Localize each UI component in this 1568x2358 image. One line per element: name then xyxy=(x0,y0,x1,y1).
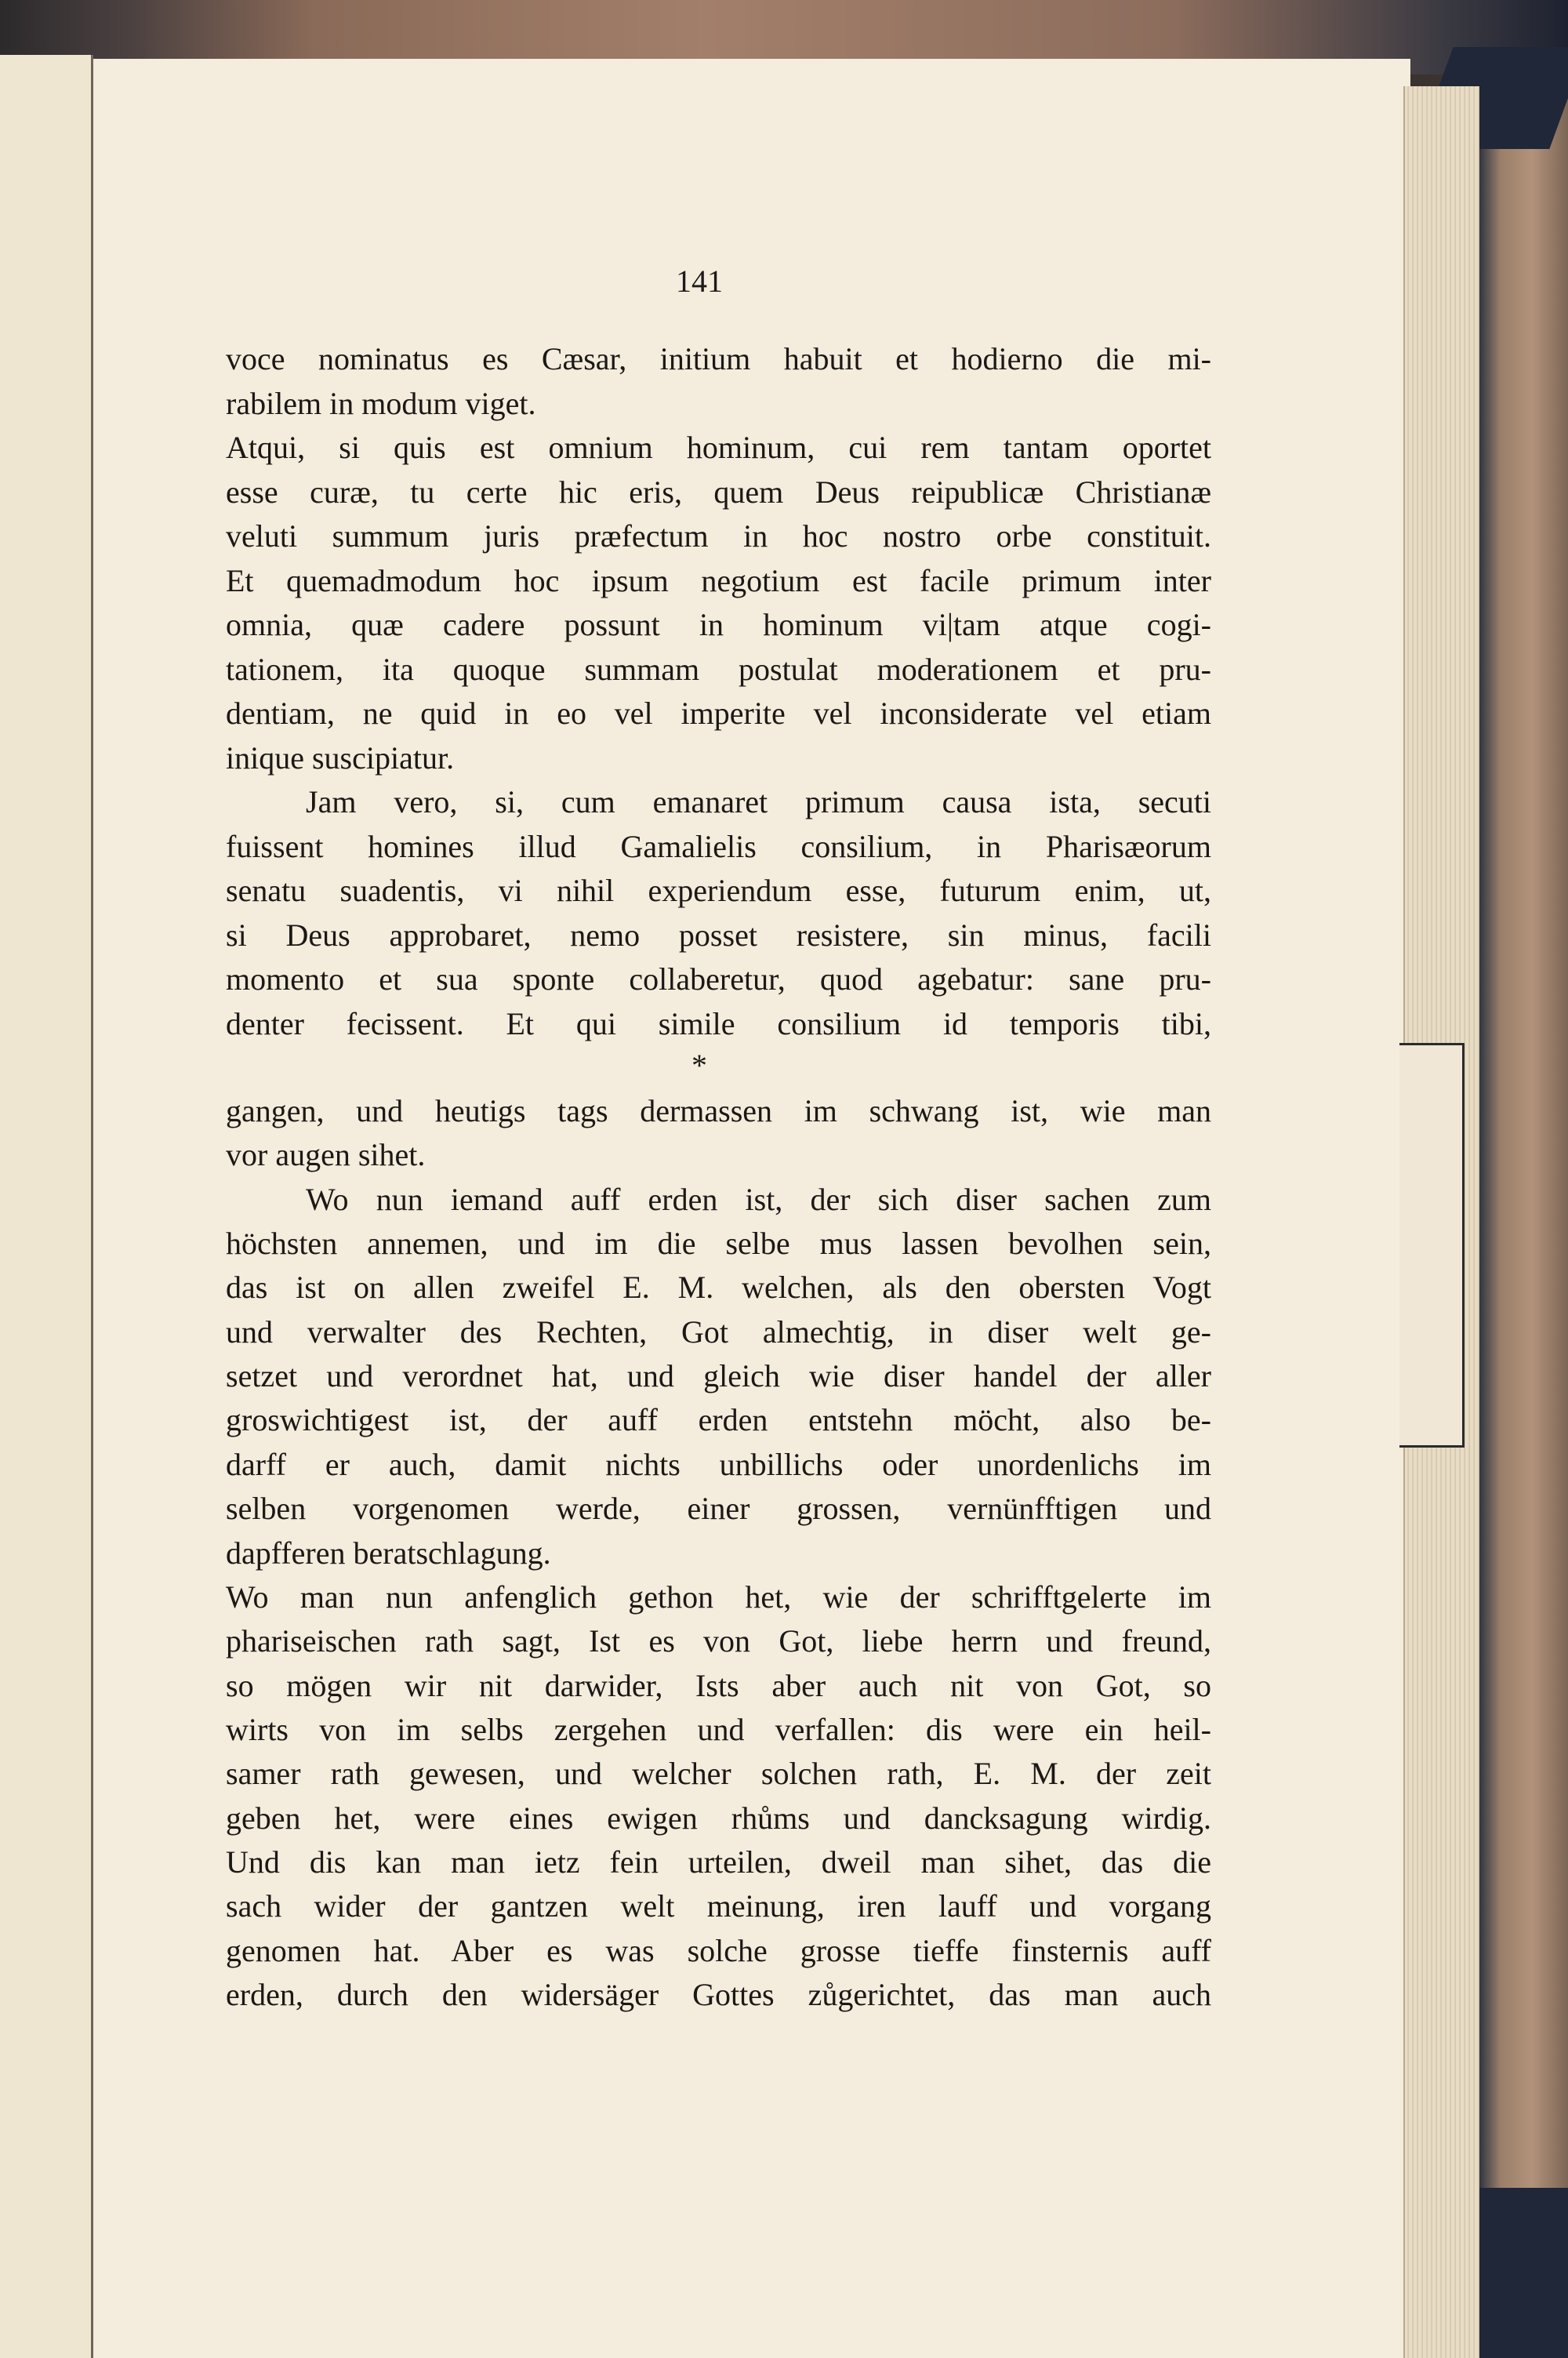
text-line: geben het, were eines ewigen rhůms und dancksagung wirdig. xyxy=(226,1800,1211,1836)
text-line: omnia, quæ cadere possunt in hominum vi|tam atque cogi- xyxy=(226,607,1211,642)
text-line: genomen hat. Aber es was solche grosse tieffe finsternis auff xyxy=(226,1932,1211,1968)
text-line: phariseischen rath sagt, Ist es von Got, liebe herrn und freund, xyxy=(226,1623,1211,1659)
text-line: tationem, ita quoque summam postulat moderationem et pru- xyxy=(226,651,1211,687)
text-line: groswichtigest ist, der auff erden entstehn möcht, also be- xyxy=(226,1402,1211,1438)
text-line: wirts von im selbs zergehen und verfallen: dis were ein heil- xyxy=(226,1711,1211,1747)
text-line: Wo nun iemand auff erden ist, der sich diser sachen zum xyxy=(306,1181,1211,1217)
text-line: so mögen wir nit darwider, Ists aber auch nit von Got, so xyxy=(226,1667,1211,1703)
section-separator: * xyxy=(691,1048,707,1083)
text-line: esse curæ, tu certe hic eris, quem Deus reipublicæ Christianæ xyxy=(226,474,1211,510)
text-line: erden, durch den widersäger Gottes zůgerichtet, das man auch xyxy=(226,1977,1211,2012)
text-line: Atqui, si quis est omnium hominum, cui rem tantam oportet xyxy=(226,430,1211,465)
text-line: voce nominatus es Cæsar, initium habuit et hodierno die mi- xyxy=(226,341,1211,376)
text-line: selben vorgenomen werde, einer grossen, vernünfftigen und xyxy=(226,1491,1211,1527)
text-line: si Deus approbaret, nemo posset resistere, sin minus, facili xyxy=(226,917,1211,953)
text-line: gangen, und heutigs tags dermassen im schwang ist, wie man xyxy=(226,1093,1211,1128)
text-line: Wo man nun anfenglich gethon het, wie der schrifftgelerte im xyxy=(226,1579,1211,1615)
facing-page-edge xyxy=(0,55,93,2358)
text-line: Et quemadmodum hoc ipsum negotium est facile primum inter xyxy=(226,562,1211,598)
text-line: momento et sua sponte collaberetur, quod agebatur: sane pru- xyxy=(226,961,1211,997)
text-line: höchsten annemen, und im die selbe mus lassen bevolhen sein, xyxy=(226,1226,1211,1262)
paper-slip xyxy=(1399,1043,1465,1448)
text-line: vor augen sihet. xyxy=(226,1137,426,1173)
text-line: sach wider der gantzen welt meinung, iren lauff und vorgang xyxy=(226,1888,1211,1924)
text-line: fuissent homines illud Gamalielis consilium, in Pharisæorum xyxy=(226,828,1211,864)
text-line: dentiam, ne quid in eo vel imperite vel inconsiderate vel etiam xyxy=(226,696,1211,731)
text-line: inique suscipiatur. xyxy=(226,739,455,776)
text-line: dapfferen beratschlagung. xyxy=(226,1535,551,1571)
text-line: senatu suadentis, vi nihil experiendum esse, futurum enim, ut, xyxy=(226,873,1211,908)
text-line: denter fecissent. Et qui simile consilium id temporis tibi, xyxy=(226,1005,1211,1041)
text-line: darff er auch, damit nichts unbillichs oder unordenlichs im xyxy=(226,1446,1211,1482)
text-line: veluti summum juris præfectum in hoc nostro orbe constituit. xyxy=(226,518,1211,554)
text-line: Jam vero, si, cum emanaret primum causa ista, secuti xyxy=(306,784,1211,819)
text-line: das ist on allen zweifel E. M. welchen, als den obersten Vogt xyxy=(226,1270,1211,1306)
text-line: samer rath gewesen, und welcher solchen rath, E. M. der zeit xyxy=(226,1756,1211,1792)
text-line: rabilem in modum viget. xyxy=(226,385,536,421)
page-number: 141 xyxy=(676,263,723,299)
text-line: und verwalter des Rechten, Got almechtig, in diser welt ge- xyxy=(226,1313,1211,1350)
book-cover-right xyxy=(1478,74,1568,2358)
text-line: setzet und verordnet hat, und gleich wie diser handel der aller xyxy=(226,1358,1211,1394)
text-line: Und dis kan man ietz fein urteilen, dweil man sihet, das die xyxy=(226,1844,1211,1880)
